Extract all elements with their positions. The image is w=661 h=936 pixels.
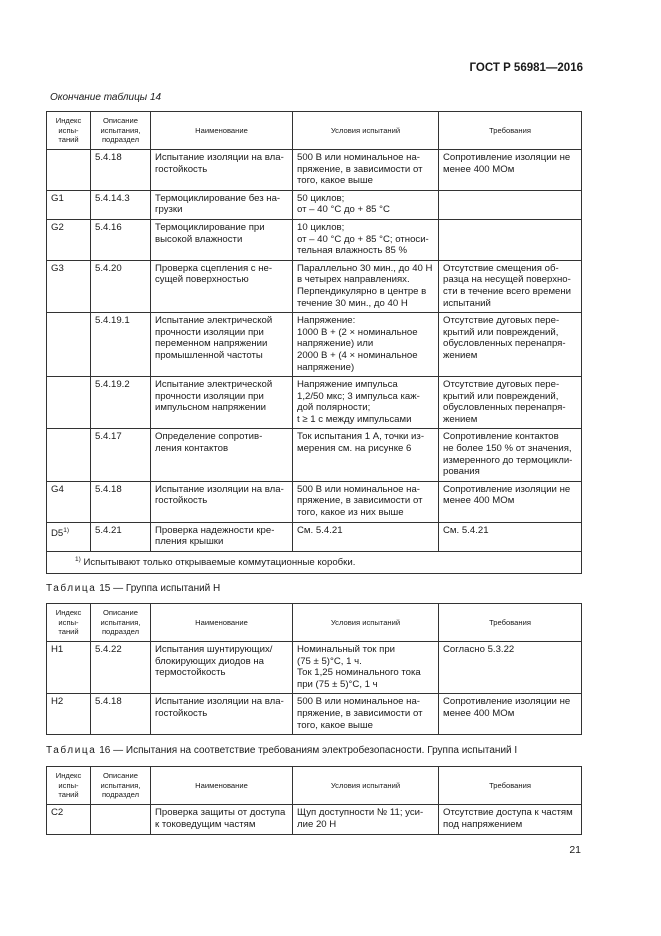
table-cell: Сопротивление изоляции не менее 400 МОм bbox=[439, 150, 582, 191]
table-cell: 5.4.17 bbox=[91, 429, 151, 481]
table-cell bbox=[47, 313, 91, 377]
table-cell: 500 В или номинальное на- пряжение, в зависимости от того, какое выше bbox=[293, 150, 439, 191]
table-cell: 5.4.22 bbox=[91, 642, 151, 694]
column-header: Описание испытания, подраздел bbox=[91, 112, 151, 150]
table-cell: G2 bbox=[47, 219, 91, 260]
footnote bbox=[47, 551, 582, 573]
table-cell: Напряжение импульса 1,2/50 мкс; 3 импульса каж- дой полярности; t ≥ 1 с между импульсами bbox=[293, 377, 439, 429]
table-cell bbox=[439, 219, 582, 260]
column-header: Индекс испы- таний bbox=[47, 604, 91, 642]
table-cell: Отсутствие доступа к частям под напряжением bbox=[439, 805, 582, 835]
column-header: Условия испытаний bbox=[293, 604, 439, 642]
table-cell: Напряжение: 1000 В + (2 × номинальное напряжение) или 2000 В + (4 × номинальное напряжение) bbox=[293, 313, 439, 377]
table-cell: G1 bbox=[47, 190, 91, 219]
table-cell bbox=[47, 150, 91, 191]
table15-caption: Таблица 15 — Группа испытаний H bbox=[46, 583, 221, 594]
footnote-text: Испытывают только открываемые коммутационные коробки. bbox=[83, 557, 356, 568]
table-cell: 5.4.20 bbox=[91, 260, 151, 312]
column-header: Индекс испы- таний bbox=[47, 112, 91, 150]
table-cell: Проверка защиты от доступа к токоведущим частям bbox=[151, 805, 293, 835]
index-value: D5 bbox=[51, 527, 64, 539]
table-cell: 50 циклов; от – 40 °С до + 85 °С bbox=[293, 190, 439, 219]
table-cell: Проверка сцепления с не- сущей поверхностью bbox=[151, 260, 293, 312]
table-row bbox=[47, 377, 582, 429]
table-cell: 5.4.18 bbox=[91, 694, 151, 735]
column-header: Индекс испы- таний bbox=[47, 767, 91, 805]
column-header: Требования bbox=[439, 112, 582, 150]
table-row bbox=[47, 522, 582, 551]
standard-header: ГОСТ Р 56981—2016 bbox=[469, 62, 583, 74]
table-row bbox=[47, 219, 582, 260]
table-cell: G3 bbox=[47, 260, 91, 312]
table-cell: Испытание изоляции на вла- гостойкость bbox=[151, 694, 293, 735]
table14-caption: Окончание таблицы 14 bbox=[50, 92, 162, 103]
header-row bbox=[47, 112, 582, 150]
table-cell: 10 циклов; от – 40 °С до + 85 °С; относи- тельная влажность 85 % bbox=[293, 219, 439, 260]
table-row bbox=[47, 642, 582, 694]
table-cell: Ток испытания 1 А, точки из- мерения см. на рисунке 6 bbox=[293, 429, 439, 481]
table-cell: 5.4.16 bbox=[91, 219, 151, 260]
table-cell: Щуп доступности № 11; уси- лие 20 Н bbox=[293, 805, 439, 835]
table-row bbox=[47, 313, 582, 377]
header-row bbox=[47, 604, 582, 642]
table-cell: Согласно 5.3.22 bbox=[439, 642, 582, 694]
table-cell: H2 bbox=[47, 694, 91, 735]
table-row bbox=[47, 429, 582, 481]
table-row bbox=[47, 260, 582, 312]
page-number: 21 bbox=[569, 844, 581, 856]
table-cell bbox=[91, 805, 151, 835]
table-cell: Испытания шунтирующих/ блокирующих диодов на термостойкость bbox=[151, 642, 293, 694]
table-cell: Испытание изоляции на вла- гостойкость bbox=[151, 150, 293, 191]
table-cell: 500 В или номинальное на- пряжение, в зависимости от того, какое выше bbox=[293, 694, 439, 735]
table-cell: Определение сопротив- ления контактов bbox=[151, 429, 293, 481]
column-header: Требования bbox=[439, 604, 582, 642]
table-cell: Испытание изоляции на вла- гостойкость bbox=[151, 481, 293, 522]
table-cell: H1 bbox=[47, 642, 91, 694]
table-cell: C2 bbox=[47, 805, 91, 835]
table-cell: Отсутствие смещения об- разца на несущей поверхно- сти в течение всего времени испытаний bbox=[439, 260, 582, 312]
table-cell: G4 bbox=[47, 481, 91, 522]
table-cell: См. 5.4.21 bbox=[439, 522, 582, 551]
table-cell bbox=[47, 522, 91, 551]
table-15 bbox=[46, 603, 582, 735]
column-header: Условия испытаний bbox=[293, 112, 439, 150]
table-row bbox=[47, 150, 582, 191]
table-cell: 500 В или номинальное на- пряжение, в зависимости от того, какое из них выше bbox=[293, 481, 439, 522]
table-cell: См. 5.4.21 bbox=[293, 522, 439, 551]
table-cell: Отсутствие дуговых пере- крытий или повреждений, обусловленных перенапря- жением bbox=[439, 377, 582, 429]
header-row bbox=[47, 767, 582, 805]
table-cell: Сопротивление изоляции не менее 400 МОм bbox=[439, 481, 582, 522]
table-cell bbox=[439, 190, 582, 219]
column-header: Условия испытаний bbox=[293, 767, 439, 805]
table-row bbox=[47, 694, 582, 735]
table-cell bbox=[47, 429, 91, 481]
table-row bbox=[47, 805, 582, 835]
column-header: Наименование bbox=[151, 112, 293, 150]
table-cell: 5.4.21 bbox=[91, 522, 151, 551]
table-cell: Проверка надежности кре- пления крышки bbox=[151, 522, 293, 551]
table-cell: Термоциклирование без на- грузки bbox=[151, 190, 293, 219]
table-cell: 5.4.18 bbox=[91, 150, 151, 191]
table-16 bbox=[46, 766, 582, 835]
footnote-marker: 1) bbox=[75, 555, 81, 563]
footnote-row bbox=[47, 551, 582, 573]
table-cell: Отсутствие дуговых пере- крытий или повреждений, обусловленных перенапря- жением bbox=[439, 313, 582, 377]
column-header: Наименование bbox=[151, 604, 293, 642]
table-cell: 5.4.18 bbox=[91, 481, 151, 522]
column-header: Наименование bbox=[151, 767, 293, 805]
table-cell: Термоциклирование при высокой влажности bbox=[151, 219, 293, 260]
column-header: Описание испытания, подраздел bbox=[91, 604, 151, 642]
table-14 bbox=[46, 111, 582, 574]
table-cell: Испытание электрической прочности изоляции при импульсном напряжении bbox=[151, 377, 293, 429]
column-header: Требования bbox=[439, 767, 582, 805]
table-row bbox=[47, 481, 582, 522]
table-cell: Параллельно 30 мин., до 40 Н в четырех направлениях. Перпендикулярно в центре в течение 30 мин., до 40 Н bbox=[293, 260, 439, 312]
table-cell: Сопротивление контактов не более 150 % от значения, измеренного до термоцикли- рования bbox=[439, 429, 582, 481]
table-cell: 5.4.19.1 bbox=[91, 313, 151, 377]
column-header: Описание испытания, подраздел bbox=[91, 767, 151, 805]
table-cell: Номинальный ток при (75 ± 5)°С, 1 ч. Ток 1,25 номинального тока при (75 ± 5)°С, 1 ч bbox=[293, 642, 439, 694]
footnote-marker: 1) bbox=[63, 526, 70, 534]
table-cell bbox=[47, 377, 91, 429]
table-cell: 5.4.14.3 bbox=[91, 190, 151, 219]
table-cell: Испытание электрической прочности изоляции при переменном напряжении промышленной частоты bbox=[151, 313, 293, 377]
table-row bbox=[47, 190, 582, 219]
table16-caption: Таблица 16 — Испытания на соответствие требованиям электробезопасности. Группа испытаний I bbox=[46, 745, 518, 756]
table-cell: 5.4.19.2 bbox=[91, 377, 151, 429]
table-cell: Сопротивление изоляции не менее 400 МОм bbox=[439, 694, 582, 735]
